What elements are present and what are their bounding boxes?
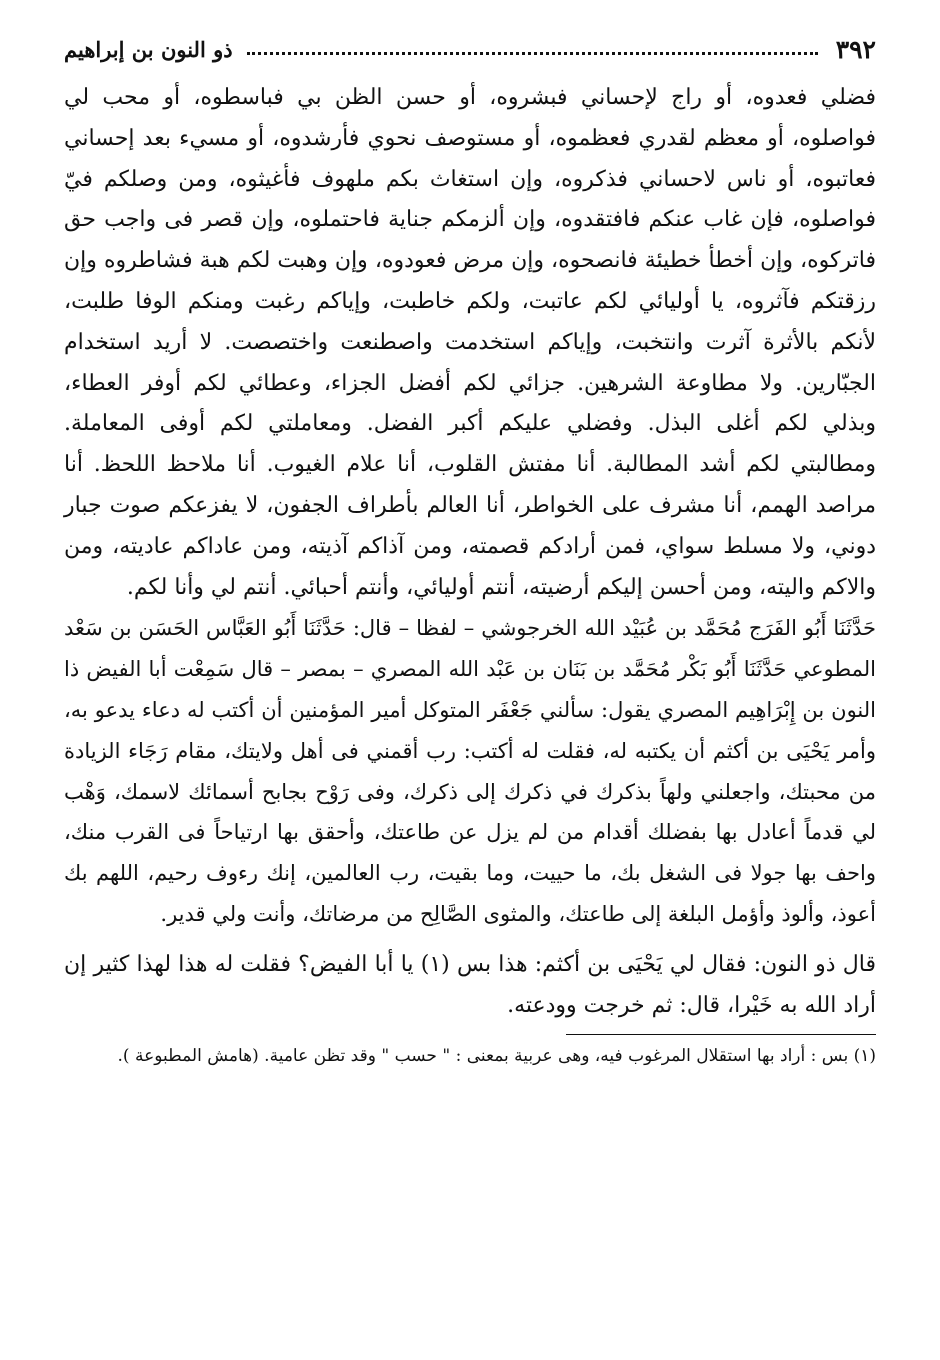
running-title: ذو النون بن إبراهيم	[64, 36, 233, 62]
page-number: ٣٩٢	[835, 34, 876, 64]
footnote-separator	[566, 1034, 876, 1035]
footnotes	[64, 1041, 876, 1071]
page-header	[64, 20, 876, 78]
paragraph-closing: قال ذو النون: فقال لي يَحْيَى بن أكثم: هذا بس (١) يا أبا الفيض؟ فقلت له هذا لهذا كثير إن أراد الله به خَيْرا، قال: ثم خرجت وودعته.	[64, 951, 877, 1018]
main-text	[64, 78, 876, 1026]
paragraph-isnad-and-prayer: حَدَّثَنَا أَبُو الفَرَج مُحَمَّد بن عُبَيْد الله الخرجوشي – لفظا – قال: حَدَّثَنَا أَبُو العَبَّاس الحَسَن بن سَعْد المطوعي حَدَّثَنَا أَبُو بَكْر مُحَمَّد بن بَنَان بن عَبْد الله المصري – بمصر – قال سَمِعْت أبا الفيض ذا النون بن إِبْرَاهِيم المصري يقول: سألني جَعْفَر المتوكل أمير المؤمنين أن أكتب له دعاء يدعو به، وأمر يَحْيَى بن أكثم أن يكتبه له، فقلت له أكتب: رب أقمني فى أهل ولايتك، مقام رَجَاء الزيادة من محبتك، واجعلني ولهاً بذكرك في ذكرك إلى ذكرك، وفى رَوْح بجابح أسمائك لاسمك، وَهْب لي قدماً أعادل بها بفضلك أقدام من لم يزل عن طاعتك، وأحقق بها ارتياحاً فى القرب منك، واحف بها جولا فى الشغل بك، ما حييت، وما بقيت، رب العالمين، إنك رءوف رحيم، اللهم بك أعوذ، وألوذ وأؤمل البلغة إلى طاعتك، والمثوى الصَّالِح من مرضاتك، وأنت ولي قدير.	[64, 616, 876, 926]
paragraph-divine-speech: فضلي فعدوه، أو راج لإحساني فبشروه، أو حسن الظن بي فباسطوه، أو محب لي فواصلوه، أو معظم لقدري فعظموه، أو مستوصف نحوي فأرشدوه، أو مسيء بعد إحساني فعاتبوه، أو ناس لاحساني فذكروه، وإن استغاث بكم ملهوف فأغيثوه، ومن وصلكم فيّ فواصلوه، فإن غاب عنكم فافتقدوه، وإن ألزمكم جناية فاحتملوه، وإن قصر فى واجب حق فاتركوه، وإن أخطأ خطيئة فانصحوه، وإن مرض فعودوه، وإن وهبت لكم هبة فشاطروه وإن رزقتكم فآثروه، يا أوليائي لكم عاتبت، ولكم خاطبت، وإياكم رغبت ومنكم الوفا طلبت، لأنكم بالأثرة آثرت وانتخبت، وإياكم استخدمت واصطنعت واختصصت. لا أريد استخدام الجبّارين. ولا مطاوعة الشرهين. جزائي لكم أفضل الجزاء، وعطائي لكم أوفر العطاء، وبذلي لكم أغلى البذل. وفضلي عليكم أكبر الفضل. ومعاملتي لكم أوفى المعاملة. ومطالبتي لكم أشد المطالبة. أنا مفتش القلوب، أنا علام الغيوب. أنا ملاحظ اللحظ. أنا مراصد الهمم، أنا مشرف على الخواطر، أنا العالم بأطراف الجفون، لا يفزعكم صوت جبار دوني، ولا مسلط سواي، فمن أرادكم قصمته، ومن آذاكم آذيته، ومن عاداكم عاديته، ومن والاكم واليته، ومن أحسن إليكم أرضيته، أنتم أوليائي، وأنتم أحبائي. أنتم لي وأنا لكم.	[64, 85, 876, 600]
footnote-1: (١) بس : أراد بها استقلال المرغوب فيه، وهى عربية بمعنى : " حسب " وقد تظن عامية. (هامش المطبوعة ).	[117, 1046, 876, 1067]
header-dot-leader	[247, 52, 818, 55]
